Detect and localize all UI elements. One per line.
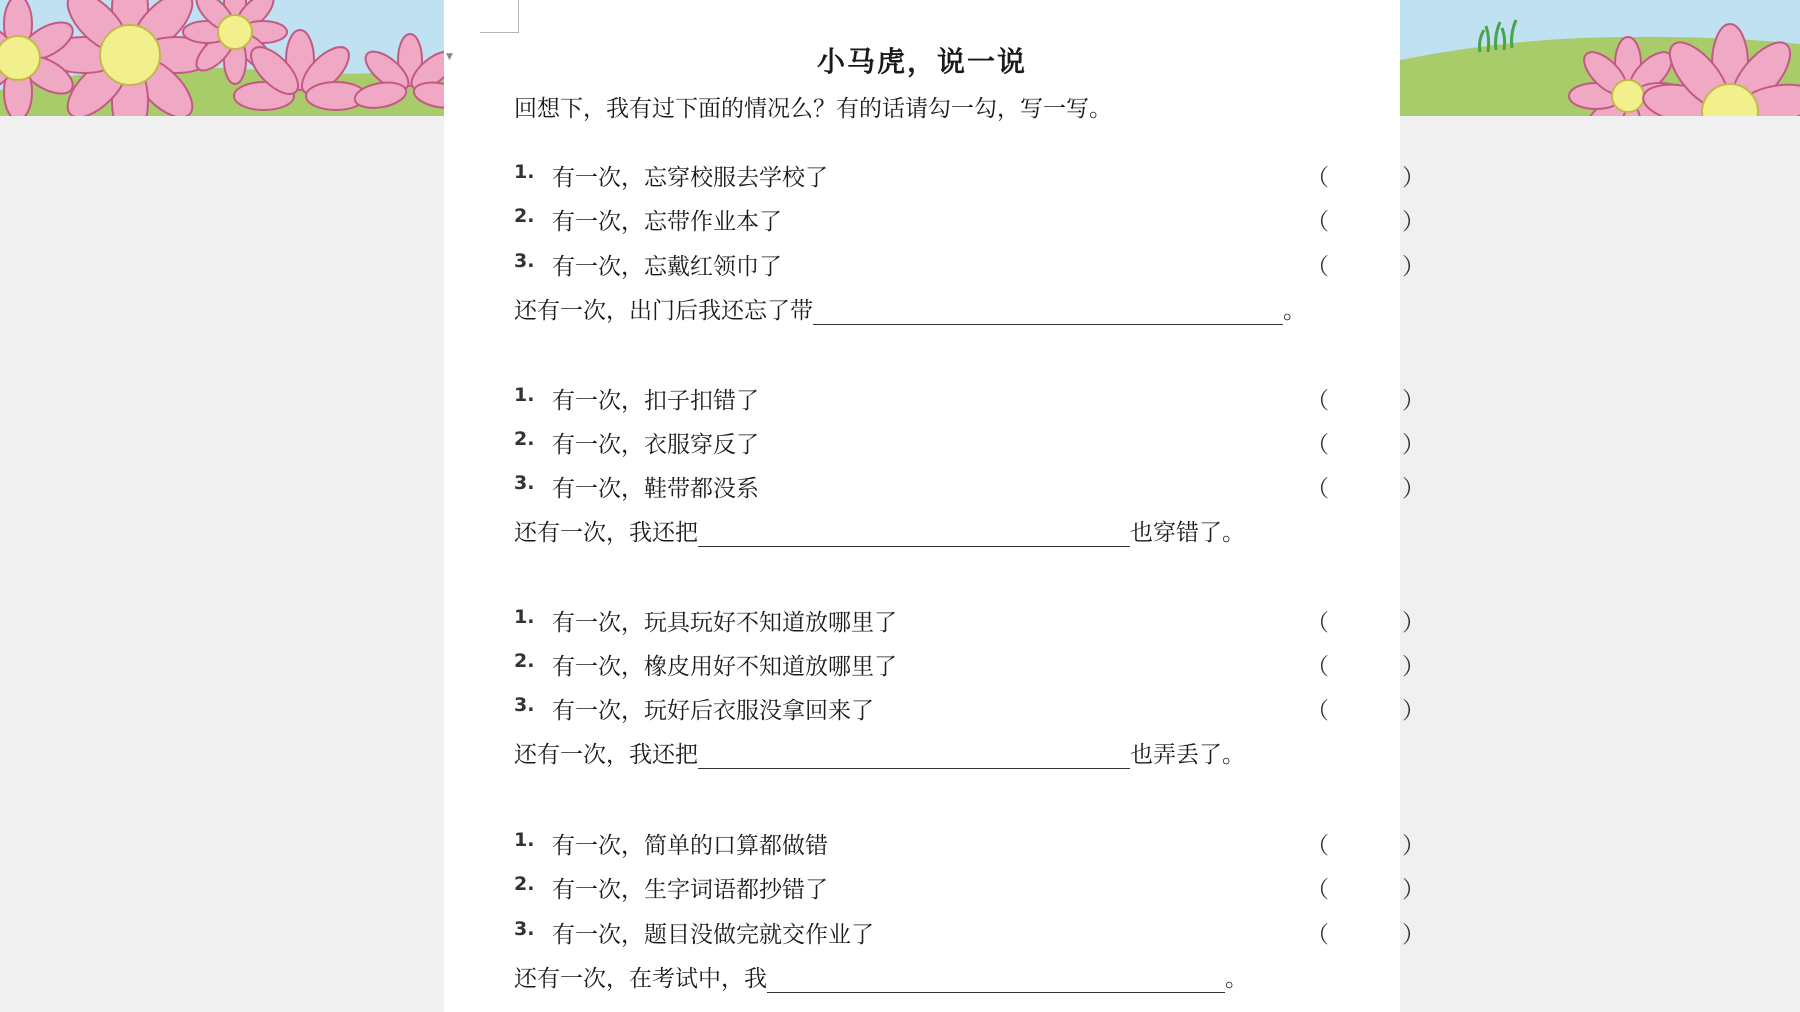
check-paren-open: （ xyxy=(1306,165,1329,191)
check-paren-close: ） xyxy=(1402,432,1425,458)
fill-in-sentence xyxy=(514,292,1306,322)
check-paren-close: ） xyxy=(1402,476,1425,502)
check-paren-open: （ xyxy=(1306,922,1329,948)
check-paren-close: ） xyxy=(1402,254,1425,280)
right-flower-banner xyxy=(1400,0,1800,116)
fill-in-sentence xyxy=(514,514,1245,544)
item-text: 有一次，题目没做完就交作业了 xyxy=(552,922,874,948)
check-paren-close: ） xyxy=(1402,654,1425,680)
item-number: 1. xyxy=(514,161,535,183)
flower-decoration-left xyxy=(0,0,444,116)
item-number: 2. xyxy=(514,428,535,450)
item-text: 有一次，忘戴红领巾了 xyxy=(552,254,782,280)
fill-suffix: 也弄丢了。 xyxy=(1130,742,1245,768)
check-paren-open: （ xyxy=(1306,254,1329,280)
fill-prefix: 还有一次，出门后我还忘了带 xyxy=(514,298,813,324)
item-text: 有一次，玩具玩好不知道放哪里了 xyxy=(552,610,897,636)
checklist-item xyxy=(514,827,1425,859)
document-title: 小马虎，说一说 xyxy=(816,45,1027,78)
checklist-item xyxy=(514,648,1425,680)
fill-blank-line[interactable] xyxy=(767,968,1225,993)
check-paren-close: ） xyxy=(1402,877,1425,903)
checklist-item xyxy=(514,916,1425,948)
item-text: 有一次，衣服穿反了 xyxy=(552,432,759,458)
checklist-item xyxy=(514,382,1425,414)
check-paren-open: （ xyxy=(1306,432,1329,458)
check-paren-close: ） xyxy=(1402,165,1425,191)
check-paren-close: ） xyxy=(1402,209,1425,235)
item-number: 1. xyxy=(514,829,535,851)
check-paren-open: （ xyxy=(1306,833,1329,859)
fill-blank-line[interactable] xyxy=(813,300,1283,325)
item-number: 1. xyxy=(514,384,535,406)
checklist-item xyxy=(514,871,1425,903)
fill-prefix: 还有一次，我还把 xyxy=(514,520,698,546)
item-text: 有一次，鞋带都没系 xyxy=(552,476,759,502)
item-number: 3. xyxy=(514,250,535,272)
checklist-item xyxy=(514,248,1425,280)
item-number: 3. xyxy=(514,472,535,494)
item-number: 2. xyxy=(514,205,535,227)
checklist-item xyxy=(514,692,1425,724)
check-paren-close: ） xyxy=(1402,388,1425,414)
fill-suffix: 。 xyxy=(1225,966,1248,992)
check-paren-close: ） xyxy=(1402,922,1425,948)
fill-in-sentence xyxy=(514,736,1245,766)
checklist-item xyxy=(514,203,1425,235)
check-paren-close: ） xyxy=(1402,833,1425,859)
item-text: 有一次，忘带作业本了 xyxy=(552,209,782,235)
page-corner-marker xyxy=(480,0,962,34)
check-paren-open: （ xyxy=(1306,388,1329,414)
check-paren-close: ） xyxy=(1402,610,1425,636)
item-text: 有一次，忘穿校服去学校了 xyxy=(552,165,828,191)
checklist-item xyxy=(514,470,1425,502)
document-instruction: 回想下，我有过下面的情况么？有的话请勾一勾，写一写。 xyxy=(514,96,1112,122)
fill-blank-line[interactable] xyxy=(698,744,1130,769)
item-text: 有一次，简单的口算都做错 xyxy=(552,833,828,859)
check-paren-open: （ xyxy=(1306,209,1329,235)
flower-decoration-right xyxy=(1400,0,1800,116)
fill-blank-line[interactable] xyxy=(698,522,1130,547)
fill-suffix: 也穿错了。 xyxy=(1130,520,1245,546)
item-number: 3. xyxy=(514,694,535,716)
left-flower-banner xyxy=(0,0,444,116)
check-paren-open: （ xyxy=(1306,698,1329,724)
item-text: 有一次，橡皮用好不知道放哪里了 xyxy=(552,654,897,680)
document-page xyxy=(444,0,1425,1012)
checklist-item xyxy=(514,159,1425,191)
item-text: 有一次，扣子扣错了 xyxy=(552,388,759,414)
checklist-item xyxy=(514,426,1425,458)
check-paren-open: （ xyxy=(1306,654,1329,680)
item-number: 2. xyxy=(514,650,535,672)
fill-in-sentence xyxy=(514,960,1248,990)
check-paren-close: ） xyxy=(1402,698,1425,724)
item-number: 2. xyxy=(514,873,535,895)
item-text: 有一次，生字词语都抄错了 xyxy=(552,877,828,903)
item-text: 有一次，玩好后衣服没拿回来了 xyxy=(552,698,874,724)
item-number: 1. xyxy=(514,606,535,628)
left-side-panel xyxy=(0,0,444,1012)
page-edge-arrow-icon: ▼ xyxy=(446,52,453,62)
item-number: 3. xyxy=(514,918,535,940)
fill-prefix: 还有一次，在考试中，我 xyxy=(514,966,767,992)
check-paren-open: （ xyxy=(1306,877,1329,903)
right-side-panel xyxy=(1400,0,1800,1012)
check-paren-open: （ xyxy=(1306,610,1329,636)
fill-suffix: 。 xyxy=(1283,298,1306,324)
fill-prefix: 还有一次，我还把 xyxy=(514,742,698,768)
checklist-item xyxy=(514,604,1425,636)
check-paren-open: （ xyxy=(1306,476,1329,502)
